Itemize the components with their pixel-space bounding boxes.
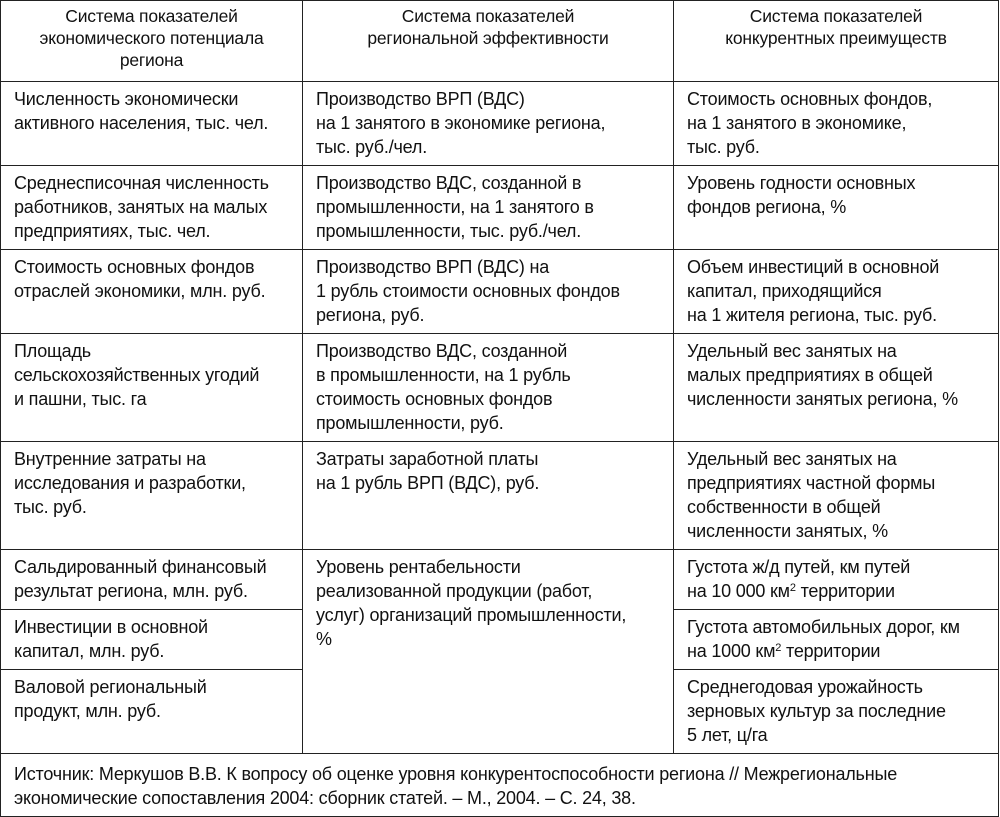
table-row	[1, 82, 999, 166]
cell-economic-potential: Численность экономически активного населения, тыс. чел.	[1, 82, 303, 166]
header-row	[1, 1, 999, 82]
cell-regional-efficiency: Производство ВДС, созданной в промышленности, на 1 рубль стоимость основных фондов промышленности, руб.	[303, 334, 674, 442]
table-row	[1, 166, 999, 250]
source-row	[1, 754, 999, 817]
cell-competitive-advantages: Среднегодовая урожайность зерновых культур за последние 5 лет, ц/га	[674, 670, 999, 754]
header-economic-potential: Система показателей экономического потенциала региона	[1, 1, 303, 82]
cell-line-post: территории	[795, 581, 895, 601]
table-row	[1, 550, 999, 610]
cell-economic-potential: Площадь сельскохозяйственных угодий и пашни, тыс. га	[1, 334, 303, 442]
cell-competitive-advantages: Удельный вес занятых на предприятиях частной формы собственности в общей численности занятых, %	[674, 442, 999, 550]
source-citation: Источник: Меркушов В.В. К вопросу об оценке уровня конкурентоспособности региона // Межрегиональные экономические сопоставления 2004: сборник статей. – М., 2004. – С. 24, 38.	[1, 754, 999, 817]
cell-economic-potential: Инвестиции в основной капитал, млн. руб.	[1, 610, 303, 670]
cell-regional-efficiency: Производство ВДС, созданной в промышленности, на 1 занятого в промышленности, тыс. руб./чел.	[303, 166, 674, 250]
superscript: 2	[789, 582, 796, 594]
cell-competitive-advantages: Стоимость основных фондов, на 1 занятого в экономике, тыс. руб.	[674, 82, 999, 166]
cell-line-pre: на 1000 км	[687, 641, 776, 661]
cell-economic-potential: Внутренние затраты на исследования и разработки, тыс. руб.	[1, 442, 303, 550]
superscript: 2	[775, 642, 782, 654]
cell-line: Густота ж/д путей, км путей	[687, 557, 911, 577]
cell-competitive-advantages	[674, 610, 999, 670]
cell-line: Густота автомобильных дорог, км	[687, 617, 960, 637]
cell-line-post: территории	[781, 641, 881, 661]
table-row	[1, 442, 999, 550]
cell-competitive-advantages: Удельный вес занятых на малых предприятиях в общей численности занятых региона, %	[674, 334, 999, 442]
cell-competitive-advantages: Уровень годности основных фондов региона, %	[674, 166, 999, 250]
cell-economic-potential: Стоимость основных фондов отраслей экономики, млн. руб.	[1, 250, 303, 334]
cell-regional-efficiency: Производство ВРП (ВДС) на 1 рубль стоимости основных фондов региона, руб.	[303, 250, 674, 334]
header-competitive-advantages: Система показателей конкурентных преимуществ	[674, 1, 999, 82]
cell-regional-efficiency: Затраты заработной платы на 1 рубль ВРП (ВДС), руб.	[303, 442, 674, 550]
cell-economic-potential: Среднесписочная численность работников, занятых на малых предприятиях, тыс. чел.	[1, 166, 303, 250]
cell-line-pre: на 10 000 км	[687, 581, 790, 601]
cell-regional-efficiency: Производство ВРП (ВДС) на 1 занятого в экономике региона, тыс. руб./чел.	[303, 82, 674, 166]
cell-competitive-advantages	[674, 550, 999, 610]
table-row	[1, 334, 999, 442]
cell-regional-efficiency-merged: Уровень рентабельности реализованной продукции (работ, услуг) организаций промышленности, %	[303, 550, 674, 754]
header-regional-efficiency: Система показателей региональной эффективности	[303, 1, 674, 82]
table-row	[1, 250, 999, 334]
cell-economic-potential: Валовой региональный продукт, млн. руб.	[1, 670, 303, 754]
cell-economic-potential: Сальдированный финансовый результат региона, млн. руб.	[1, 550, 303, 610]
cell-competitive-advantages: Объем инвестиций в основной капитал, приходящийся на 1 жителя региона, тыс. руб.	[674, 250, 999, 334]
